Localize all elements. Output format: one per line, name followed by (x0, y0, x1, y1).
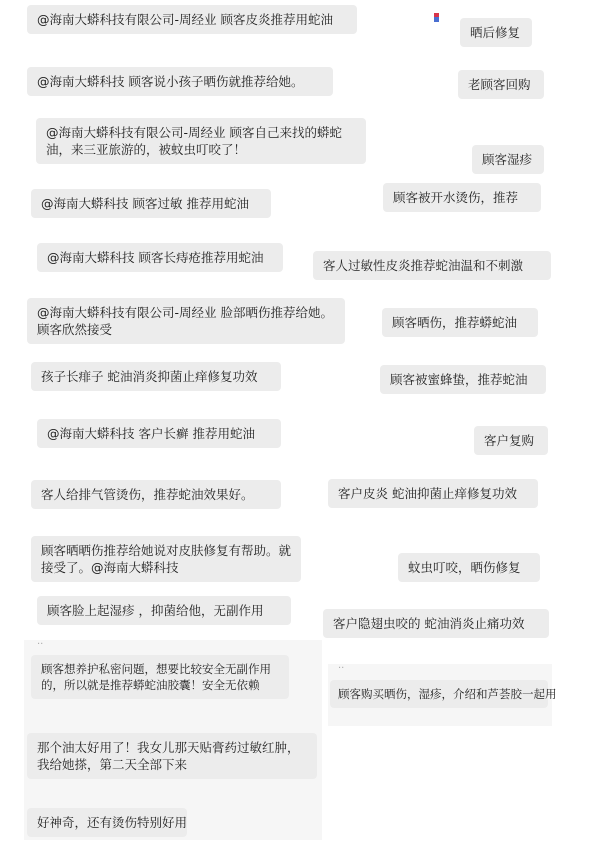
message-right: 顾客晒伤，推荐蟒蛇油 (382, 308, 538, 337)
message-left: @海南大蟒科技 客户长癣 推荐用蛇油 (37, 419, 281, 448)
message-right: 顾客被蜜蜂蛰，推荐蛇油 (380, 365, 546, 394)
message-right: 客户隐翅虫咬的 蛇油消炎止痛功效 (323, 609, 549, 638)
message-right: 客户皮炎 蛇油抑菌止痒修复功效 (328, 479, 538, 508)
message-right: 顾客被开水烫伤，推荐 (383, 183, 541, 212)
message-left: @海南大蟒科技 顾客过敏 推荐用蛇油 (31, 189, 271, 218)
message-left: 顾客晒晒伤推荐给她说对皮肤修复有帮助。就接受了。@海南大蟒科技 (31, 536, 301, 582)
flag-icon (434, 13, 439, 22)
message-right-fragment: ·· (338, 663, 345, 674)
message-left: @海南大蟒科技有限公司-周经业 顾客皮炎推荐用蛇油 (27, 5, 357, 34)
message-left: @海南大蟒科技 顾客长痔疮推荐用蛇油 (37, 243, 283, 272)
message-right: 客户复购 (474, 426, 548, 455)
message-left: 顾客想养护私密问题，想要比较安全无副作用的，所以就是推荐蟒蛇油胶囊！安全无依赖 (31, 655, 289, 699)
message-left: 那个油太好用了！我女儿那天贴膏药过敏红肿，我给她搽，第二天全部下来 (27, 733, 317, 779)
message-left: @海南大蟒科技有限公司-周经业 顾客自己来找的蟒蛇油，来三亚旅游的，被蚊虫叮咬了！ (36, 118, 366, 164)
message-right: 蚊虫叮咬，晒伤修复 (398, 553, 540, 582)
message-left-fragment: ·· (37, 639, 44, 650)
message-left: 好神奇，还有烫伤特别好用 (27, 808, 187, 837)
message-right: 客人过敏性皮炎推荐蛇油温和不刺激 (313, 251, 551, 280)
message-right: 顾客湿疹 (472, 145, 544, 174)
message-left: 顾客脸上起湿疹 ，抑菌给他，无副作用 (37, 596, 291, 625)
message-left: @海南大蟒科技 顾客说小孩子晒伤就推荐给她。 (27, 67, 333, 96)
message-right: 老顾客回购 (458, 70, 544, 99)
message-right: 晒后修复 (460, 18, 532, 47)
message-left: @海南大蟒科技有限公司-周经业 脸部晒伤推荐给她。顾客欣然接受 (27, 298, 345, 344)
message-left: 孩子长痱子 蛇油消炎抑菌止痒修复功效 (31, 362, 281, 391)
message-right: 顾客购买晒伤，湿疹，介绍和芦荟胶一起用 (330, 680, 548, 708)
message-left: 客人给排气管烫伤，推荐蛇油效果好。 (31, 480, 281, 509)
